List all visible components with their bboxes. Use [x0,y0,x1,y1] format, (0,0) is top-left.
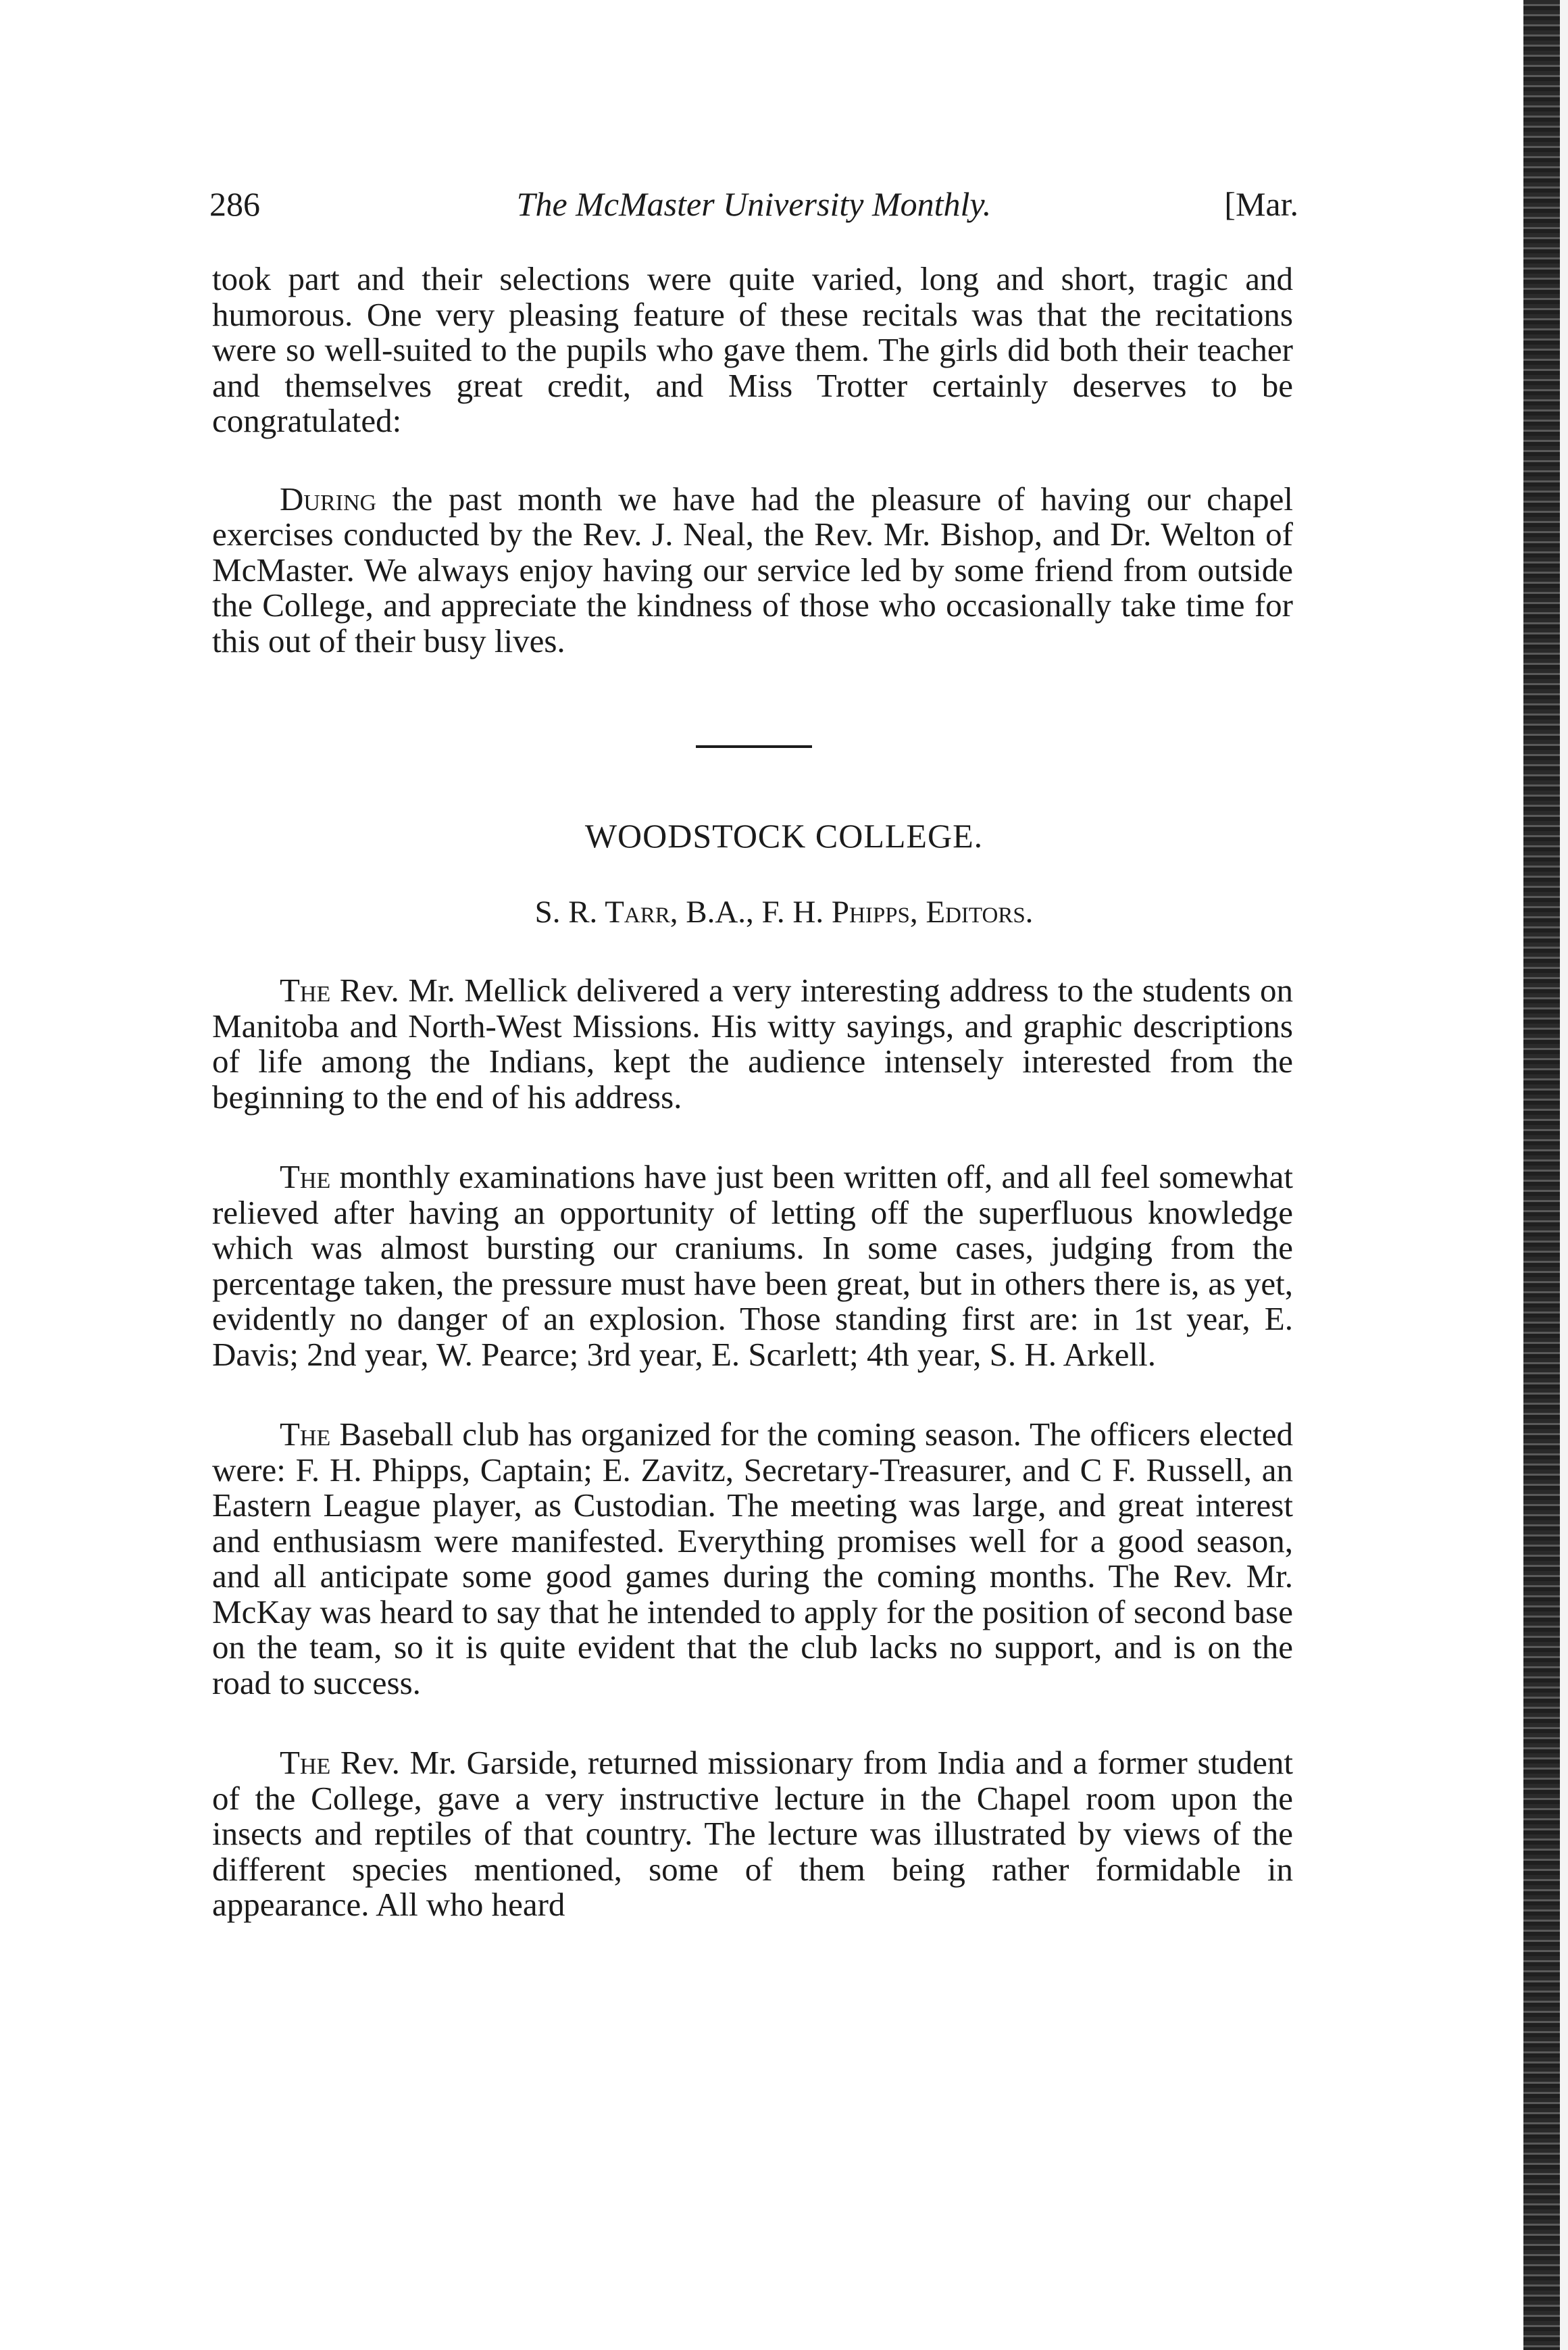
paragraph-text: the past month we have had the pleasure of having our chapel exercises conducted by the Rev. J. Neal, the Rev. Mr. Bishop, and Dr. Welton of McMaster. We always enjoy having our service led by some friend from outside the College, and appreciate the kindness of those who occasionally take time for this out of their busy lives. [212,480,1293,659]
paragraph-baseball [212,1417,1293,1701]
paragraph-text: Rev. Mr. Garside, returned missionary from India and a former student of the College, gave a very instructive lecture in the Chapel room upon the insects and reptiles of that country. The lecture was illustrated by views of the different species mentioned, some of them being rather formidable in appearance. All who heard [212,1744,1293,1923]
binding-edge [1523,0,1560,2350]
paragraph-mellick [212,973,1293,1115]
paragraph-lead: The [280,1158,331,1195]
section-text-block [212,973,1293,1923]
paragraph-lead: The [280,1744,331,1781]
top-text-block [212,261,1293,659]
paragraph-chapel [212,482,1293,659]
page-edge [1560,0,1568,2350]
paragraph-lead: The [280,972,331,1009]
paragraph-lead: The [280,1416,331,1453]
section-title: WOODSTOCK COLLEGE. [584,817,984,855]
paragraph-garside [212,1745,1293,1923]
paragraph-text: Rev. Mr. Mellick delivered a very interesting address to the students on Manitoba and North-West Missions. His witty sayings, and graphic descriptions of life among the Indians, kept the audience intensely interested from the beginning to the end of his address. [212,972,1293,1116]
section-editors: S. R. Tarr, B.A., F. H. Phipps, Editors. [534,895,1034,930]
paragraph-text: monthly examinations have just been written off, and all feel somewhat relieved after having an opportunity of letting off the superfluous knowledge which was almost bursting our craniums. In some cases, judging from the percentage taken, the pressure must have been great, but in others there is, as yet, evidently no danger of an explosion. Those standing first are: in 1st year, E. Davis; 2nd year, W. Pearce; 3rd year, E. Scarlett; 4th year, S. H. Arkell. [212,1158,1293,1373]
paragraph-text: took part and their selections were quite varied, long and short, tragic and humorous. One very pleasing feature of these recitals was that the recitations were so well-suited to the pupils who gave them. The girls did both their teacher and themselves great credit, and Miss Trotter certainly deserves to be congratulated: [212,260,1293,439]
paragraph-lead: During [280,480,377,518]
paragraph-examinations [212,1159,1293,1372]
page-header [209,177,1298,231]
section-divider [696,745,812,748]
running-date: [Mar. [1224,185,1298,223]
paragraph-recitals [212,261,1293,439]
running-title: The McMaster University Monthly. [516,185,992,223]
paragraph-text: Baseball club has organized for the coming season. The officers elected were: F. H. Phipps, Captain; E. Zavitz, Secretary-Treasurer, and C F. Russell, an Eastern League player, as Custodian. The meeting was large, and great interest and enthusiasm were manifested. Everything promises well for a good season, and all anticipate some good games during the coming months. The Rev. Mr. McKay was heard to say that he intended to apply for the position of second base on the team, so it is quite evident that the club lacks no support, and is on the road to success. [212,1416,1293,1701]
page-number: 286 [209,185,260,223]
